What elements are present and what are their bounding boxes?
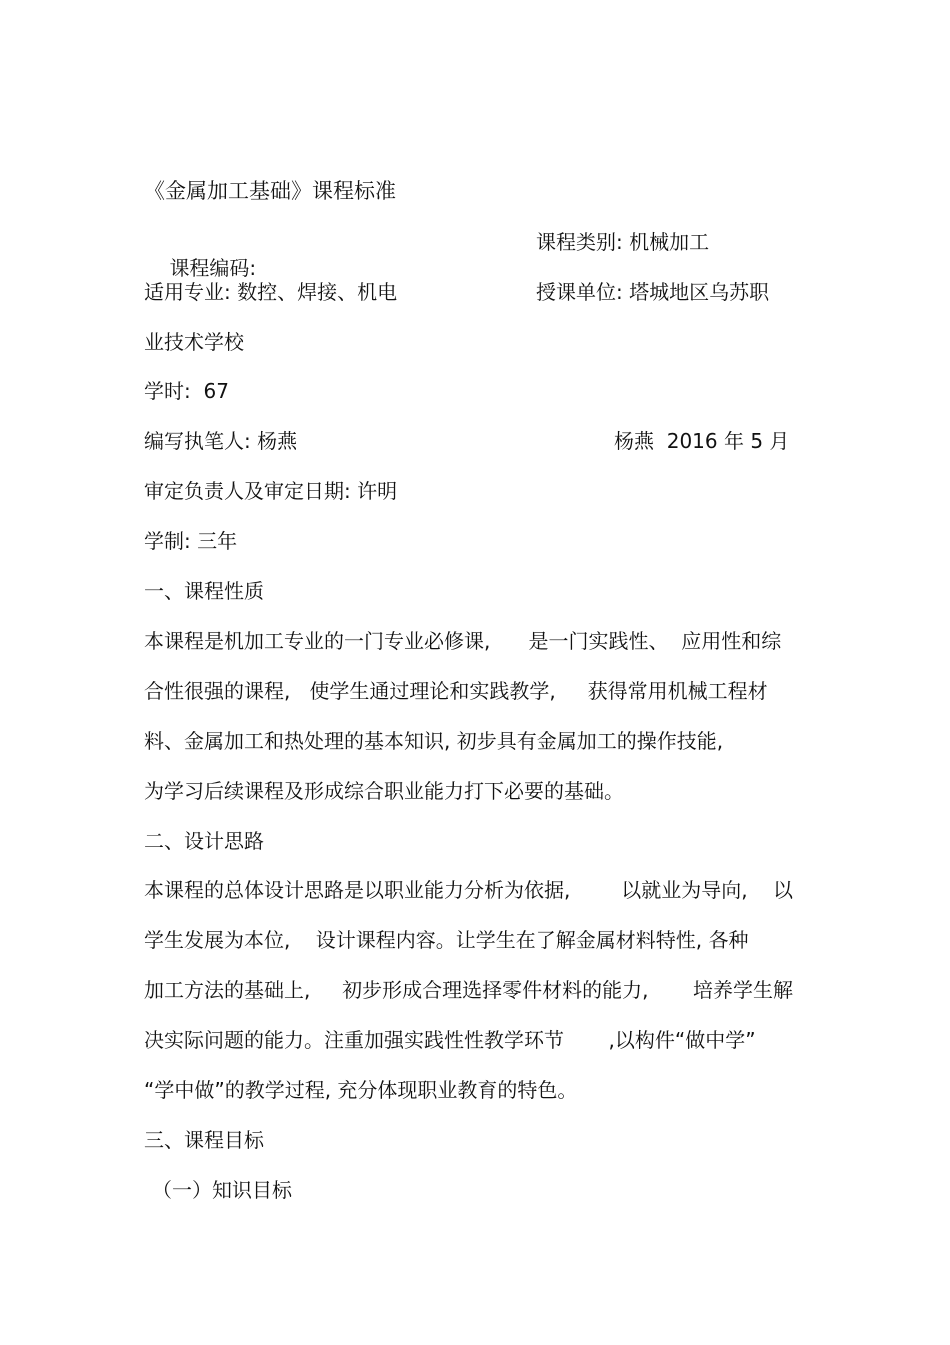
system-value: 三年	[197, 529, 238, 553]
author-row	[144, 428, 297, 454]
author-value: 杨燕	[257, 429, 298, 453]
unit-value-line1: 塔城地区乌苏职	[629, 280, 770, 304]
author-label: 编写执笔人:	[144, 429, 251, 453]
section-1-line: 料、金属加工和热处理的基本知识, 初步具有金属加工的操作技能,	[144, 729, 724, 753]
major-value: 数控、焊接、机电	[237, 280, 398, 304]
hours-value: 67	[203, 379, 229, 403]
unit-value-line2: 业技术学校	[144, 330, 244, 354]
section-2-line: 加工方法的基础上, 初步形成合理选择零件材料的能力, 培养学生解	[144, 978, 794, 1002]
reviewer-row	[144, 478, 397, 504]
hours-label: 学时:	[144, 379, 191, 403]
major-row	[144, 279, 397, 305]
course-code-label: 课程编码:	[169, 256, 257, 280]
section-2-line: 决实际问题的能力。注重加强实践性性教学环节 ,以构件“做中学”	[144, 1028, 756, 1052]
section-2-line: “学中做”的教学过程, 充分体现职业教育的特色。	[144, 1078, 578, 1102]
section-2-line: 本课程的总体设计思路是以职业能力分析为依据, 以就业为导向, 以	[144, 878, 794, 902]
major-label: 适用专业:	[144, 280, 231, 304]
section-1-heading: 一、课程性质	[144, 579, 264, 603]
unit-field	[536, 279, 769, 305]
author-date: 2016 年 5 月	[666, 429, 790, 453]
document-title: 《金属加工基础》课程标准	[144, 179, 396, 203]
section-3-heading: 三、课程目标	[144, 1128, 264, 1152]
reviewer-label: 审定负责人及审定日期:	[144, 479, 351, 503]
course-type-field	[536, 229, 709, 255]
system-label: 学制:	[144, 529, 191, 553]
course-type-label: 课程类别:	[536, 230, 623, 254]
section-2-heading: 二、设计思路	[144, 829, 264, 853]
author-sign: 杨燕	[614, 429, 654, 453]
unit-label: 授课单位:	[536, 280, 623, 304]
section-3-subheading: （一）知识目标	[152, 1178, 292, 1202]
author-sign-field	[614, 428, 789, 454]
hours-row	[144, 378, 229, 404]
course-type-value: 机械加工	[629, 230, 710, 254]
section-1-line: 本课程是机加工专业的一门专业必修课, 是一门实践性、 应用性和综	[144, 629, 782, 653]
section-1-line: 为学习后续课程及形成综合职业能力打下必要的基础。	[144, 779, 624, 803]
section-2-line: 学生发展为本位, 设计课程内容。让学生在了解金属材料特性, 各种	[144, 928, 749, 952]
reviewer-value: 许明	[357, 479, 398, 503]
section-1-line: 合性很强的课程, 使学生通过理论和实践教学, 获得常用机械工程材	[144, 679, 768, 703]
system-row	[144, 528, 237, 554]
